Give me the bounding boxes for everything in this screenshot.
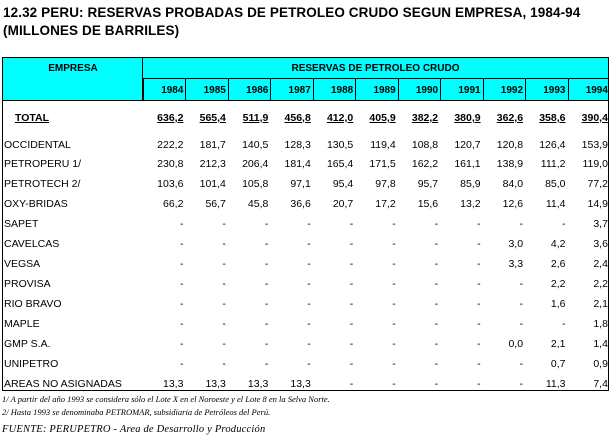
table-cell: 4,2 <box>550 238 566 250</box>
table-row <box>3 376 608 394</box>
table-cell: 103,6 <box>157 178 184 190</box>
table-cell: - <box>562 318 566 330</box>
table-cell: 456,8 <box>284 112 311 124</box>
table-cell: - <box>222 318 226 330</box>
table-cell: 636,2 <box>157 112 184 124</box>
table-cell: - <box>349 378 354 390</box>
table-cell: 1,4 <box>593 338 608 350</box>
table-cell: - <box>349 358 354 370</box>
table-cell: - <box>434 278 439 290</box>
table-cell: 111,2 <box>540 158 566 170</box>
table-cell: - <box>434 358 439 370</box>
table-cell: 0,7 <box>550 358 566 370</box>
table-cell: 13,2 <box>460 198 481 210</box>
table-row <box>3 176 608 194</box>
table-cell: 108,8 <box>411 139 439 151</box>
table-cell: 13,3 <box>290 378 311 390</box>
table-cell: - <box>179 358 184 370</box>
table-cell: - <box>434 378 439 390</box>
table-cell: 120,7 <box>454 139 481 151</box>
table-cell: - <box>264 318 269 330</box>
table-cell: 0,9 <box>593 358 608 370</box>
table-cell: - <box>307 358 311 370</box>
table-cell: - <box>477 338 481 350</box>
table-cell: 565,4 <box>199 112 226 124</box>
row-label: CAVELCAS <box>4 238 60 250</box>
table-cell: - <box>307 238 311 250</box>
header-divider <box>3 100 608 101</box>
table-cell: - <box>477 278 481 290</box>
table-cell: 97,8 <box>375 178 396 190</box>
table-cell: - <box>434 218 439 230</box>
row-label: SAPET <box>4 218 39 230</box>
table-cell: - <box>519 298 524 310</box>
table-cell: - <box>264 278 269 290</box>
table-cell: - <box>307 318 311 330</box>
table-cell: - <box>179 218 184 230</box>
year-header: 1992 <box>483 79 525 100</box>
table-cell: 2,2 <box>593 278 608 290</box>
table-cell: 390,4 <box>581 112 608 124</box>
row-label: OCCIDENTAL <box>4 139 71 151</box>
year-header: 1990 <box>398 79 440 100</box>
row-label: PETROPERU 1/ <box>4 158 82 170</box>
table-cell: - <box>392 378 396 390</box>
table-row <box>3 236 608 254</box>
table-cell: - <box>477 298 481 310</box>
table-row <box>3 276 608 294</box>
row-label: OXY-BRIDAS <box>4 198 68 210</box>
table-cell: 101,4 <box>199 178 226 190</box>
table-cell: - <box>222 238 226 250</box>
table-cell: 162,2 <box>411 158 439 170</box>
table-row <box>3 316 608 334</box>
table-cell: 36,6 <box>290 198 311 210</box>
title-line-1: 12.32 PERU: RESERVAS PROBADAS DE PETROLEO CRUDO SEGUN EMPRESA, 1984-94 <box>3 5 581 20</box>
table-cell: - <box>392 338 396 350</box>
table-cell: 2,1 <box>550 338 566 350</box>
table-cell: 153,9 <box>581 139 608 151</box>
table-cell: 2,2 <box>550 278 566 290</box>
table-cell: 2,1 <box>593 298 608 310</box>
reservas-header-label: RESERVAS DE PETROLEO CRUDO <box>291 63 460 74</box>
table-cell: - <box>222 218 226 230</box>
table-cell: 130,5 <box>326 139 354 151</box>
table-cell: - <box>392 258 396 270</box>
title-line-2: (MILLONES DE BARRILES) <box>3 23 180 38</box>
table-cell: - <box>392 278 396 290</box>
table-cell: - <box>179 338 184 350</box>
table-cell: 97,1 <box>290 178 311 190</box>
table-cell: 0,0 <box>508 338 524 350</box>
table-cell: 77,2 <box>587 178 608 190</box>
table-row <box>3 196 608 214</box>
table-cell: - <box>307 218 311 230</box>
table-cell: 171,5 <box>369 158 396 170</box>
table-cell: - <box>519 278 524 290</box>
table-cell: 126,4 <box>539 139 566 151</box>
table-cell: - <box>179 278 184 290</box>
table-cell: - <box>392 218 396 230</box>
table-cell: 128,3 <box>284 139 311 151</box>
table-row <box>3 296 608 314</box>
empresa-header <box>3 58 143 100</box>
table-cell: 140,5 <box>242 139 269 151</box>
year-header: 1991 <box>440 79 482 100</box>
table-cell: 45,8 <box>247 198 269 210</box>
table-cell: 181,4 <box>284 158 311 170</box>
table-cell: 11,3 <box>545 378 566 390</box>
table-cell: 95,7 <box>417 178 439 190</box>
row-label: RIO BRAVO <box>4 298 62 310</box>
table-cell: - <box>477 218 481 230</box>
table-cell: - <box>477 258 481 270</box>
table-cell: - <box>222 278 226 290</box>
table-cell: 12,6 <box>502 198 524 210</box>
table-cell: 206,4 <box>242 158 269 170</box>
empresa-header-label: EMPRESA <box>48 63 98 74</box>
table-cell: - <box>264 358 269 370</box>
table-cell: 161,1 <box>454 158 481 170</box>
table-cell: - <box>519 378 524 390</box>
table-cell: - <box>392 298 396 310</box>
table-cell: 1,6 <box>550 298 566 310</box>
table-cell: - <box>349 338 354 350</box>
source-note: FUENTE: PERUPETRO - Area de Desarrollo y Producción <box>2 424 266 435</box>
table-cell: 412,0 <box>326 112 354 124</box>
table-cell: - <box>349 258 354 270</box>
row-label: VEGSA <box>4 258 41 270</box>
table-cell: - <box>477 378 481 390</box>
page-title <box>3 4 580 40</box>
table-cell: - <box>349 238 354 250</box>
table-row <box>3 256 608 274</box>
table-cell: 17,2 <box>375 198 396 210</box>
row-label: MAPLE <box>4 318 40 330</box>
year-header-row <box>143 79 608 100</box>
table-cell: - <box>264 218 269 230</box>
year-header: 1988 <box>313 79 355 100</box>
row-label: AREAS NO ASIGNADAS <box>4 378 122 390</box>
table-cell: - <box>434 338 439 350</box>
table-cell: 3,7 <box>593 218 608 230</box>
table-cell: - <box>264 298 269 310</box>
table-cell: - <box>434 318 439 330</box>
year-header: 1984 <box>143 79 185 100</box>
table-cell: 13,3 <box>247 378 269 390</box>
year-header: 1985 <box>185 79 227 100</box>
table-cell: - <box>392 358 396 370</box>
table-cell: - <box>477 358 481 370</box>
row-label: TOTAL <box>15 112 50 124</box>
footnote-2: 2/ Hasta 1993 se denominaba PETROMAR, subsidiaria de Petróleos del Perú. <box>2 407 271 417</box>
table-row <box>3 137 608 155</box>
table-cell: - <box>222 298 226 310</box>
table-cell: 85,9 <box>460 178 481 190</box>
table-cell: - <box>349 278 354 290</box>
table-cell: - <box>519 318 524 330</box>
table-cell: - <box>519 218 524 230</box>
table-cell: 222,2 <box>157 139 184 151</box>
table-cell: - <box>307 258 311 270</box>
table-cell: 3,0 <box>508 238 524 250</box>
table-cell: 181,7 <box>199 139 226 151</box>
table-cell: 380,9 <box>454 112 481 124</box>
table-cell: - <box>392 238 396 250</box>
table-cell: 7,4 <box>593 378 608 390</box>
year-header: 1994 <box>568 79 610 100</box>
table-cell: 1,8 <box>593 318 608 330</box>
table-cell: - <box>434 238 439 250</box>
table-cell: 405,9 <box>369 112 396 124</box>
row-label: PETROTECH 2/ <box>4 178 81 190</box>
table-cell: - <box>222 358 226 370</box>
table-cell: 2,4 <box>593 258 608 270</box>
table-cell: 66,2 <box>163 198 184 210</box>
table-cell: - <box>222 338 226 350</box>
table-cell: 3,3 <box>508 258 524 270</box>
table-cell: - <box>264 238 269 250</box>
table-cell: - <box>307 278 311 290</box>
year-header: 1986 <box>228 79 270 100</box>
table-cell: - <box>264 338 269 350</box>
table-cell: 120,8 <box>496 139 524 151</box>
table-cell: 84,0 <box>502 178 524 190</box>
table-cell: 212,3 <box>199 158 226 170</box>
table-cell: - <box>179 258 184 270</box>
table-cell: - <box>519 358 524 370</box>
table-cell: 85,0 <box>545 178 566 190</box>
table-cell: - <box>264 258 269 270</box>
row-label: GMP S.A. <box>4 338 51 350</box>
table-cell: 2,6 <box>550 258 566 270</box>
table-cell: - <box>434 258 439 270</box>
table-row <box>3 216 608 234</box>
row-label: UNIPETRO <box>4 358 59 370</box>
table-cell: - <box>222 258 226 270</box>
table-cell: 511,9 <box>242 112 269 124</box>
footnote-1: 1/ A partir del año 1993 se considera sólo el Lote X en el Noroeste y el Lote 8 en la Selva Norte. <box>2 394 330 404</box>
table-cell: - <box>307 338 311 350</box>
table-cell: - <box>179 238 184 250</box>
table-cell: 105,8 <box>242 178 269 190</box>
table-cell: - <box>434 298 439 310</box>
total-row <box>3 110 608 128</box>
table-cell: 165,4 <box>326 158 354 170</box>
table-cell: 382,2 <box>411 112 439 124</box>
table-cell: 14,9 <box>587 198 608 210</box>
table-cell: - <box>349 298 354 310</box>
table-cell: 56,7 <box>205 198 226 210</box>
reserves-table <box>2 57 609 391</box>
table-cell: 358,6 <box>539 112 566 124</box>
table-cell: 15,6 <box>417 198 439 210</box>
table-cell: - <box>349 318 354 330</box>
reservas-header <box>143 58 608 79</box>
year-header: 1993 <box>525 79 567 100</box>
table-cell: 230,8 <box>157 158 184 170</box>
table-cell: - <box>392 318 396 330</box>
row-label: PROVISA <box>4 278 51 290</box>
table-cell: - <box>179 298 184 310</box>
table-cell: 95,4 <box>332 178 354 190</box>
table-cell: 362,6 <box>496 112 524 124</box>
table-cell: - <box>477 238 481 250</box>
table-cell: 11,4 <box>545 198 566 210</box>
year-header: 1987 <box>270 79 312 100</box>
table-row <box>3 356 608 374</box>
table-row <box>3 336 608 354</box>
table-cell: 3,6 <box>593 238 608 250</box>
table-cell: - <box>179 318 184 330</box>
table-cell: 138,9 <box>496 158 524 170</box>
table-cell: - <box>307 298 311 310</box>
table-cell: - <box>477 318 481 330</box>
year-header: 1989 <box>355 79 397 100</box>
table-cell: - <box>349 218 354 230</box>
table-row <box>3 156 608 174</box>
table-cell: 13,3 <box>205 378 226 390</box>
table-cell: - <box>562 218 566 230</box>
table-cell: 13,3 <box>163 378 184 390</box>
table-cell: 119,0 <box>582 158 608 170</box>
table-cell: 119,4 <box>370 139 396 151</box>
table-cell: 20,7 <box>332 198 354 210</box>
